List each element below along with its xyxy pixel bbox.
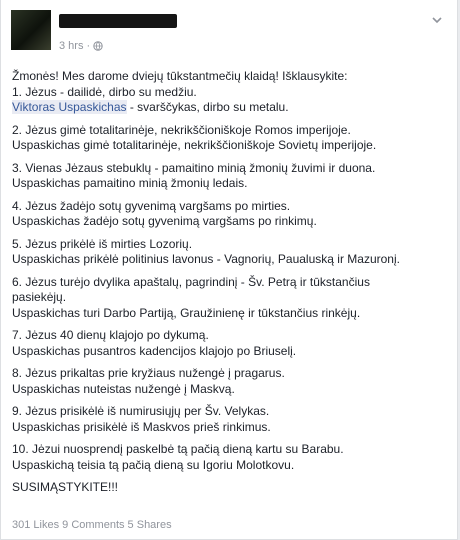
post-meta xyxy=(59,40,103,52)
post-paragraph xyxy=(12,275,452,322)
intro-line: 1. Jėzus - dailidė, dirbo su medžiu. xyxy=(12,84,197,99)
paragraph-line: Uspaskichas gimė totalitarinėje, nekrikščioniškoje Sovietų imperijoje. xyxy=(12,138,377,152)
paragraph-line: SUSIMĄSTYKITE!!! xyxy=(12,480,119,494)
paragraph-line: Uspaskichas turi Darbo Partiją, Graužinienę ir tūkstančius rinkėjų. xyxy=(12,305,361,320)
author-name-redacted[interactable] xyxy=(59,14,177,28)
paragraph-line: 6. Jėzus turėjo dvylika apaštalų, pagrindinį - Šv. Petrą ir tūkstančius xyxy=(12,274,370,289)
globe-icon xyxy=(93,41,103,51)
paragraph-line: pasiekėjų. xyxy=(12,290,67,304)
post-paragraph xyxy=(12,328,452,359)
post-paragraph xyxy=(12,480,452,496)
timestamp[interactable]: 3 hrs xyxy=(59,40,84,52)
paragraph-line: Uspaskichą teisia tą pačią dieną su Igoriu Molotkovu. xyxy=(12,457,295,472)
paragraph-line: 10. Jėzui nuosprendį paskelbė tą pačią dieną kartu su Barabu. xyxy=(12,442,344,456)
tagged-person-link[interactable]: Viktoras Uspaskichas xyxy=(12,100,127,114)
paragraph-line: 8. Jėzus prikaltas prie kryžiaus nužengė į pragarus. xyxy=(12,366,285,380)
paragraph-line: 2. Jėzus gimė totalitarinėje, nekrikščioniškoje Romos imperijoje. xyxy=(12,122,351,137)
paragraph-line: Uspaskichas nuteistas nužengė į Maskvą. xyxy=(12,381,235,396)
paragraph-line: 3. Vienas Jėzaus stebuklų - pamaitino minią žmonių žuvimi ir duona. xyxy=(12,160,376,175)
post-paragraph xyxy=(12,366,452,397)
intro-line xyxy=(12,100,452,116)
paragraph-line: Uspaskichas prisikėlė iš Maskvos prieš rinkimus. xyxy=(12,419,271,434)
post-stats[interactable]: 301 Likes 9 Comments 5 Shares xyxy=(12,519,172,531)
paragraph-line: 7. Jėzus 40 dienų klajojo po dykumą. xyxy=(12,328,209,342)
chevron-down-icon[interactable] xyxy=(431,14,443,26)
paragraph-line: Uspaskichas žadėjo sotų gyvenimą vargšams po rinkimų. xyxy=(12,214,317,228)
post-paragraph xyxy=(12,442,452,473)
intro-line: Žmonės! Mes darome dviejų tūkstantmečių klaidą! Išklausykite: xyxy=(12,69,348,83)
post-paragraph xyxy=(12,199,452,230)
paragraph-line: Uspaskichas pusantros kadencijos klajojo po Briuselį. xyxy=(12,343,297,358)
intro-line-rest: - svarščykas, dirbo su metalu. xyxy=(126,100,289,114)
post-body xyxy=(12,69,452,503)
post-paragraphs xyxy=(12,123,452,496)
post-paragraph xyxy=(12,237,452,268)
post-intro xyxy=(12,69,452,116)
paragraph-line: Uspaskichas pamaitino minią žmonių ledais. xyxy=(12,176,248,190)
post-paragraph xyxy=(12,404,452,435)
paragraph-line: Uspaskichas prikėlė politinius lavonus - Vagnorių, Paualuską ir Mazuronį. xyxy=(12,252,400,266)
post-paragraph xyxy=(12,161,452,192)
paragraph-line: 4. Jėzus žadėjo sotų gyvenimą vargšams po mirties. xyxy=(12,198,291,213)
paragraph-line: 5. Jėzus prikėlė iš mirties Lozorių. xyxy=(12,236,193,251)
meta-separator: · xyxy=(86,40,91,52)
post-paragraph xyxy=(12,123,452,154)
paragraph-line: 9. Jėzus prisikėlė iš numirusiųjų per Šv. Velykas. xyxy=(12,404,270,418)
avatar[interactable] xyxy=(11,10,51,50)
